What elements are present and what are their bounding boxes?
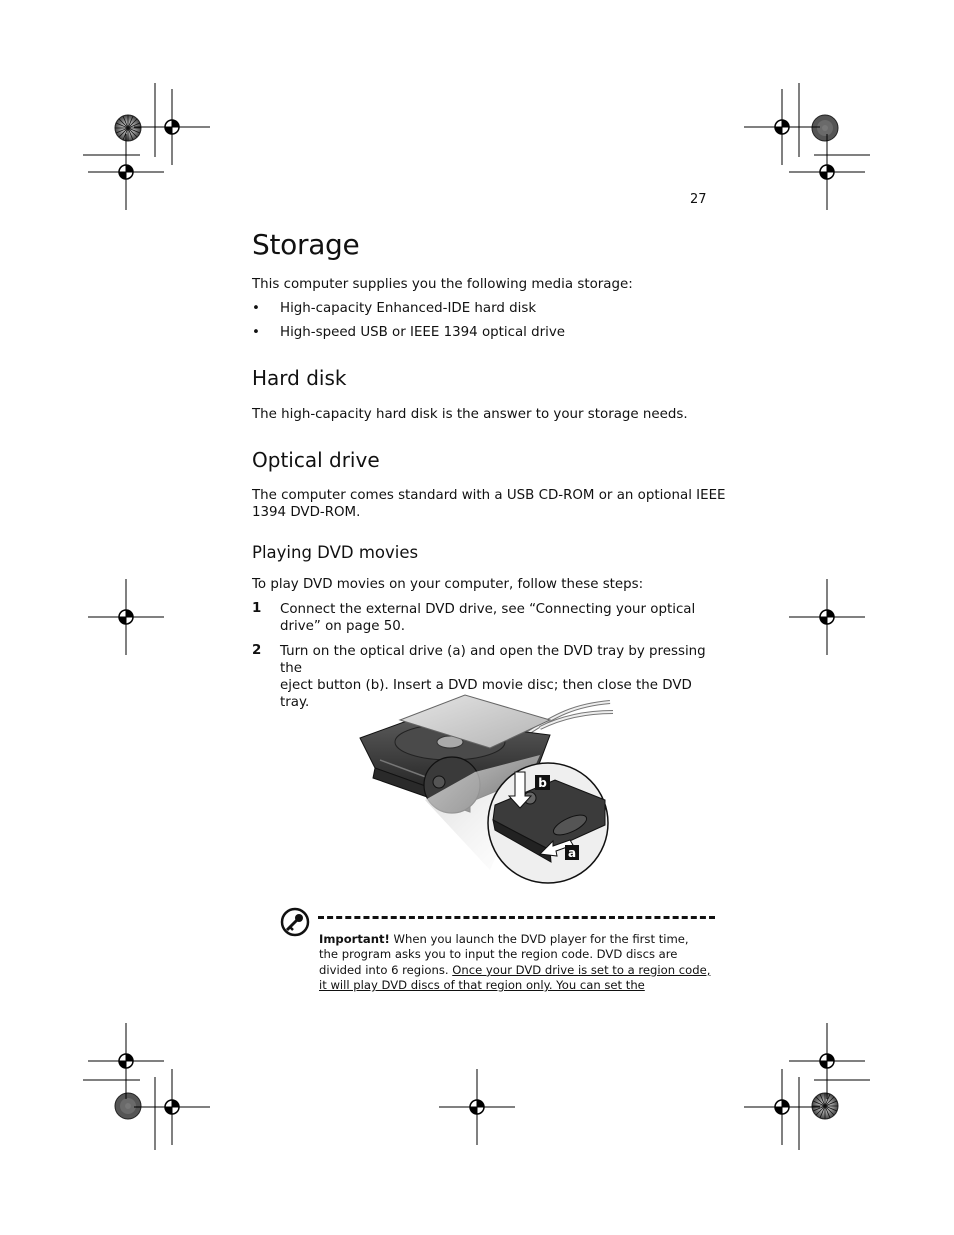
step-line: drive” on page 50. (280, 619, 406, 634)
note-lead: Important! (319, 932, 390, 946)
step-number: 1 (252, 601, 262, 616)
optical-drive-paragraph (252, 487, 726, 521)
dvd-drive-illustration (355, 690, 620, 890)
page-title: Storage (252, 228, 360, 261)
step-text (280, 601, 720, 635)
hard-disk-paragraph: The high-capacity hard disk is the answer to your storage needs. (252, 407, 688, 422)
note-underlined-text: Once your DVD drive is set to a region code, it will play DVD discs of that region only. You can set the (319, 962, 711, 993)
step-number: 2 (252, 643, 262, 658)
label-b: b (538, 776, 547, 790)
intro-paragraph: This computer supplies you the following media storage: (252, 277, 633, 292)
optical-drive-line: The computer comes standard with a USB CD-ROM or an optional IEEE (252, 488, 726, 503)
bullet-item: High-capacity Enhanced-IDE hard disk (280, 301, 537, 316)
page-number: 27 (690, 192, 707, 207)
key-icon (280, 907, 312, 939)
important-note (319, 932, 711, 994)
bullet-glyph: • (252, 301, 260, 316)
step-line: eject button (b). Insert a DVD movie disc; then close the DVD tray. (280, 678, 692, 710)
label-a: a (567, 846, 577, 860)
dvd-heading: Playing DVD movies (252, 543, 419, 562)
optical-drive-line: 1394 DVD-ROM. (252, 505, 361, 520)
step-line: Connect the external DVD drive, see “Connecting your optical (280, 602, 696, 617)
note-divider (318, 916, 715, 919)
hard-disk-heading: Hard disk (252, 366, 347, 390)
dvd-intro: To play DVD movies on your computer, follow these steps: (252, 577, 644, 592)
bullet-item: High-speed USB or IEEE 1394 optical drive (280, 325, 566, 340)
step-line: Turn on the optical drive (a) and open the DVD tray by pressing the (280, 644, 706, 676)
note-text: When you launch the DVD player for the first time, the program asks you to input the region code. DVD discs are divided into 6 regions. (319, 932, 689, 977)
optical-drive-heading: Optical drive (252, 448, 380, 472)
bullet-glyph: • (252, 325, 260, 340)
